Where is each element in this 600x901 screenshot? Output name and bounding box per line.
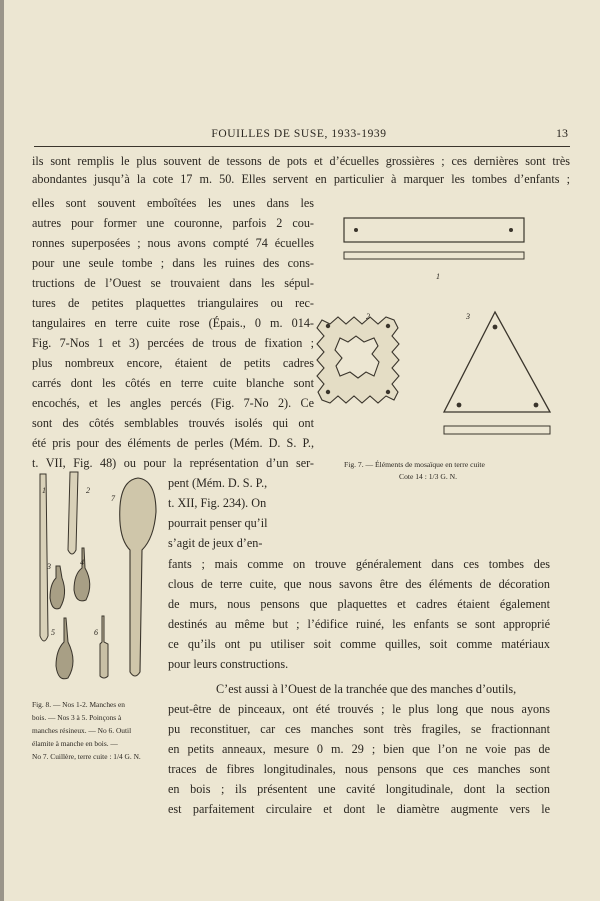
text-line: pent (Mém. D. S. P., <box>168 476 268 490</box>
text-line: C’est aussi à l’Ouest de la tranchée que des manches d’outils, <box>216 682 517 696</box>
text-line: en petits anneaux, mesure 0 m. 29 ; bien que l’on ne voie pas de <box>168 742 550 756</box>
figure-7-illustration <box>314 200 574 450</box>
text-line: encochés, et les angles percés (Fig. 7-No 2). Ce <box>32 396 314 410</box>
text-line: tructions de l’Ouest se trouvaient dans les sépul- <box>32 276 314 290</box>
text-line: fants ; mais comme on trouve généralement dans ces tombes des <box>168 557 550 571</box>
text-line: carrés dont les côtés en terre cuite blanche sont <box>32 376 314 390</box>
awl-5 <box>56 618 73 679</box>
fig8-label-5: 5 <box>51 628 55 637</box>
handle-1 <box>40 474 48 641</box>
text-line: traces de fibres longitudinales, nous pensons que ces manches sont <box>168 762 550 776</box>
book-page <box>4 0 600 901</box>
spoon-7 <box>120 478 156 676</box>
text-line: abondantes jusqu’à la cote 17 m. 50. Elles servent en particulier à marquer les tombes d’enfants ; <box>32 172 570 186</box>
fig7-caption-scale: Cote 14 : 1/3 G. N. <box>399 472 458 481</box>
fig8-caption-line: manches résineux. — No 6. Outil <box>32 726 132 735</box>
figure-8-illustration <box>22 466 164 692</box>
text-line: autres pour former une couronne, parfois 2 cou- <box>32 216 314 230</box>
fig8-caption-line: bois. — Nos 3 à 5. Poinçons à <box>32 713 122 722</box>
running-header <box>34 126 574 146</box>
page-number: 13 <box>556 126 568 140</box>
fig8-label-2: 2 <box>86 486 90 495</box>
text-line: peut-être de pinceaux, ont été trouvés ; le plus long que nous ayons <box>168 702 550 716</box>
text-line: ce qu’ils ont pu utiliser soit comme quilles, soit comme matériaux <box>168 637 550 651</box>
fig8-caption-line: Fig. 8. — Nos 1-2. Manches en <box>32 700 125 709</box>
rect-plaque-face <box>344 218 524 242</box>
text-line: pour leurs constructions. <box>168 657 289 671</box>
fig7-caption: Fig. 7. — Éléments de mosaïque en terre cuite <box>344 460 485 469</box>
text-line: t. VII, Fig. 48) ou pour la représentation d’un ser- <box>32 456 314 470</box>
fig8-caption-line: élamite à manche en bois. — <box>32 739 118 748</box>
text-line: ronnes superposées ; nous avons compté 74 écuelles <box>32 236 314 250</box>
text-line: sont des côtés semblables trouvés isolés qui ont <box>32 416 314 430</box>
fixing-hole <box>493 325 498 330</box>
text-line: pu reconstituer, car ces manches sont très fragiles, se fractionnant <box>168 722 550 736</box>
header-rule <box>34 146 570 147</box>
text-line: tures de petites plaquettes triangulaires ou rec- <box>32 296 314 310</box>
text-line: ils sont remplis le plus souvent de tessons de pots et d’écuelles grossières ; ces dernières sont très <box>32 154 570 168</box>
fig8-label-7: 7 <box>111 494 115 503</box>
text-line: elles sont souvent emboîtées les unes dans les <box>32 196 314 210</box>
header-title: FOUILLES DE SUSE, 1933-1939 <box>211 128 387 140</box>
text-line: s’agit de jeux d’en- <box>168 536 263 550</box>
awl-3 <box>50 566 65 609</box>
text-line: été pris pour des éléments de perles (Mém. D. S. P., <box>32 436 314 450</box>
text-line: pourrait penser qu’il <box>168 516 268 530</box>
fixing-hole <box>354 228 358 232</box>
fig8-caption-line: No 7. Cuillère, terre cuite : 1/4 G. N. <box>32 752 141 761</box>
text-line: Fig. 7-Nos 1 et 3) percées de trous de fixation ; <box>32 336 314 350</box>
fixing-hole <box>509 228 513 232</box>
fig7-label-1: 1 <box>436 272 440 281</box>
text-line: pour une seule tombe ; dans les ruines des cons- <box>32 256 314 270</box>
fixing-hole <box>534 403 539 408</box>
fig8-label-6: 6 <box>94 628 98 637</box>
text-line: clous de terre cuite, que nous savons être des éléments de décoration <box>168 577 550 591</box>
fig8-label-4: 4 <box>80 558 84 567</box>
fig8-label-1: 1 <box>42 486 46 495</box>
text-line: t. XII, Fig. 234). On <box>168 496 267 510</box>
fig7-label-3: 3 <box>466 312 470 321</box>
text-line: destinés au même but ; l’édifice ruiné, les enfants se sont approprié <box>168 617 550 631</box>
text-line: en bois ; ils présentent une cavité longitudinale, dont la section <box>168 782 550 796</box>
fixing-hole <box>457 403 462 408</box>
square-frame <box>317 317 399 403</box>
rect-plaque-side <box>344 252 524 259</box>
text-line: tangulaires en terre cuite rose (Épais., 0 m. 014- <box>32 316 314 330</box>
text-line: de murs, nous pensons que plaquettes et cadres étaient également <box>168 597 550 611</box>
triangle-plaque-side <box>444 426 550 434</box>
text-line: est parfaitement circulaire et dont le diamètre augmente vers le <box>168 802 550 816</box>
tool-6 <box>100 616 108 678</box>
text-line: plus nombreux encore, étaient de petits cadres <box>32 356 314 370</box>
fig7-label-2: 2 <box>366 312 370 321</box>
fig8-label-3: 3 <box>47 562 51 571</box>
awl-4 <box>74 548 90 601</box>
handle-2 <box>68 472 78 554</box>
